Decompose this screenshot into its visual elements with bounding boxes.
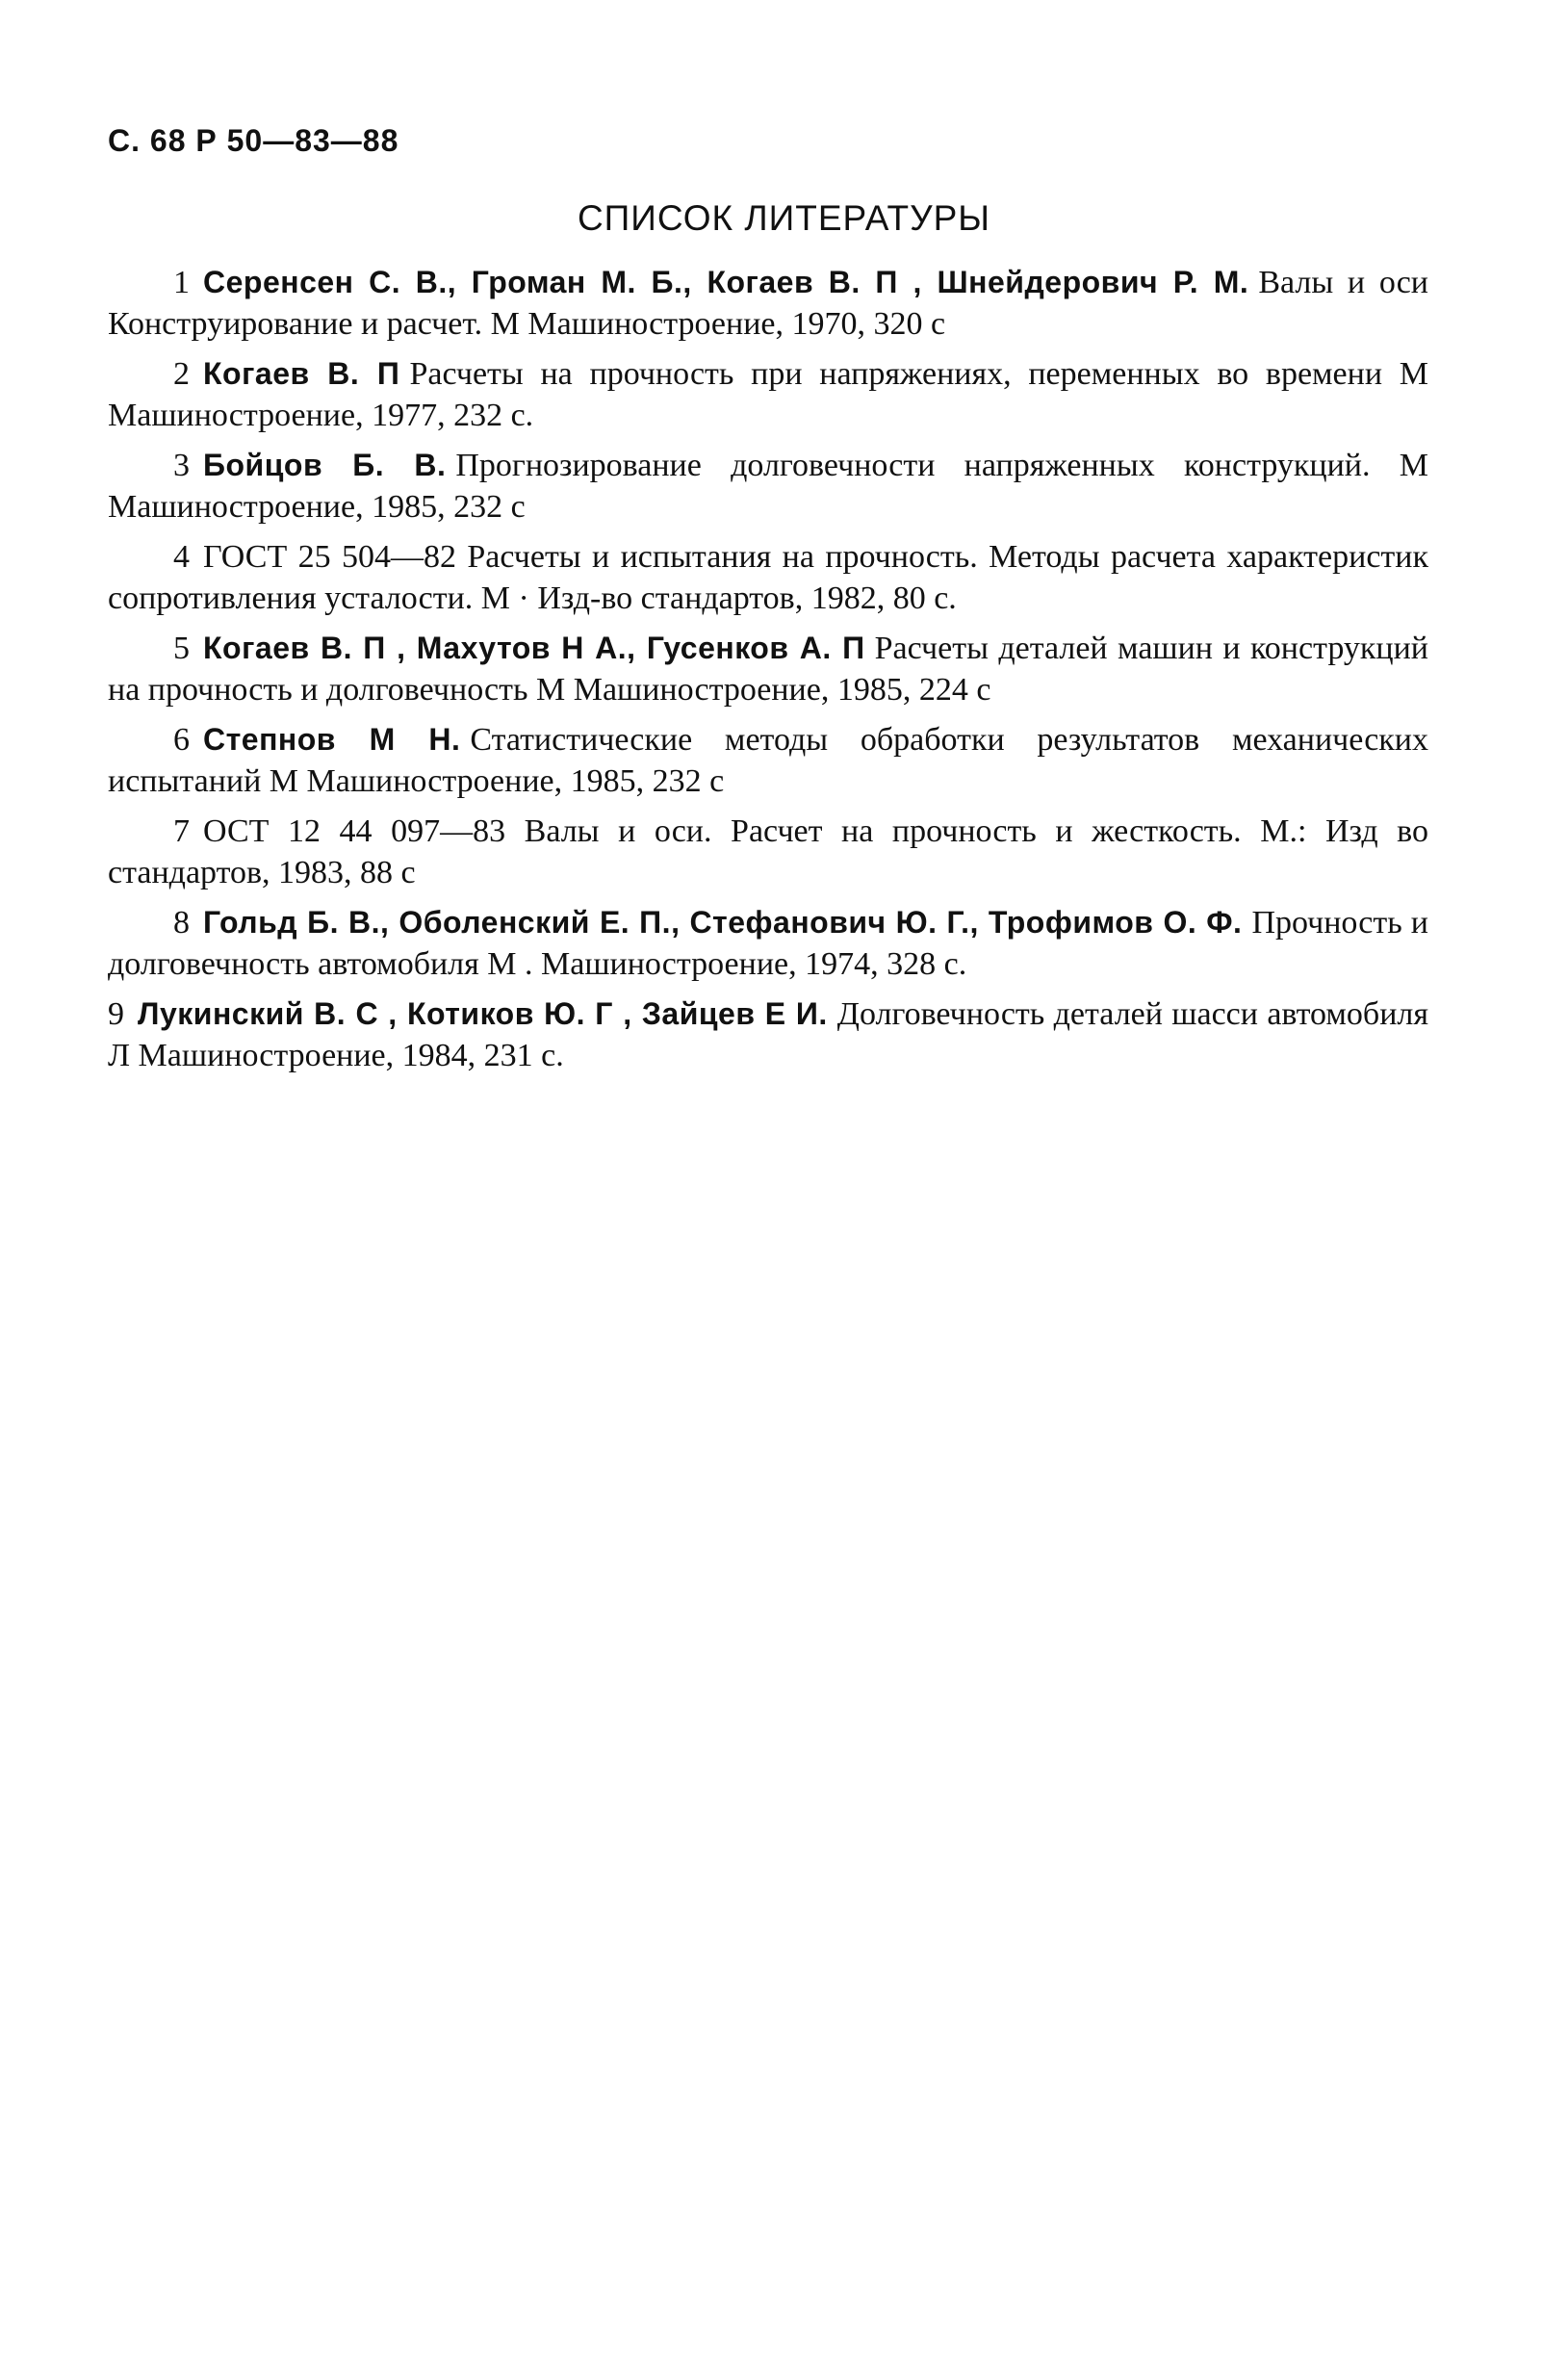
reference-number: 8: [173, 905, 190, 941]
reference-number: 2: [173, 356, 190, 392]
reference-item-8: [108, 902, 1428, 985]
reference-item-6: [108, 719, 1428, 802]
reference-item-4: [108, 536, 1428, 619]
reference-item-9: [108, 993, 1428, 1076]
reference-item-1: [108, 262, 1428, 345]
reference-text: Долговечность деталей шасси автомобиля Л Машиностроение, 1984, 231 с.: [108, 996, 1429, 1073]
reference-text: Прогнозирование долговечности напряженных конструкций. М Машиностроение, 1985, 232 с: [108, 448, 1428, 525]
reference-number: 7: [173, 813, 190, 849]
page-title: СПИСОК ЛИТЕРАТУРЫ: [577, 198, 991, 238]
reference-text: Прочность и долговечность автомобиля М . Машиностроение, 1974, 328 с.: [108, 905, 1429, 982]
reference-item-2: [108, 353, 1428, 436]
reference-number: 5: [173, 631, 190, 666]
reference-text: Статистические методы обработки результатов механических испытаний М Машиностроение, 1985, 232 с: [108, 722, 1429, 799]
reference-item-3: [108, 445, 1428, 528]
reference-text: ОСТ 12 44 097—83 Валы и оси. Расчет на прочность и жесткость. М.: Изд во стандартов, 1983, 88 с: [108, 813, 1428, 890]
reference-item-5: [108, 628, 1428, 710]
reference-authors: Серенсен С. В., Громан М. Б., Когаев В. П , Шнейдерович Р. М.: [203, 265, 1249, 299]
reference-authors: Гольд Б. В., Оболенский Е. П., Стефанович Ю. Г., Трофимов О. Ф.: [203, 905, 1243, 940]
reference-number: 4: [173, 539, 190, 575]
reference-authors: Когаев В. П: [203, 356, 400, 391]
reference-text: ГОСТ 25 504—82 Расчеты и испытания на прочность. Методы расчета характеристик сопротивления усталости. М · Изд-во стандартов, 1982, 80 с.: [108, 539, 1428, 616]
reference-number: 9: [108, 996, 124, 1032]
reference-authors: Когаев В. П , Махутов Н А., Гусенков А. П: [203, 631, 865, 665]
reference-number: 6: [173, 722, 190, 758]
reference-item-7: [108, 811, 1428, 893]
reference-list: [108, 262, 1428, 1085]
reference-text: Расчеты деталей машин и конструкций на прочность и долговечность М Машиностроение, 1985, 224 с: [108, 631, 1429, 708]
reference-text: Валы и оси Конструирование и расчет. М Машиностроение, 1970, 320 с: [108, 265, 1428, 342]
reference-text: Расчеты на прочность при напряжениях, переменных во времени М Машиностроение, 1977, 232 с.: [108, 356, 1429, 433]
reference-number: 1: [173, 265, 190, 300]
reference-number: 3: [173, 448, 190, 483]
reference-authors: Бойцов Б. В.: [203, 448, 447, 482]
reference-authors: Лукинский В. С , Котиков Ю. Г , Зайцев Е И.: [138, 996, 828, 1031]
page-header-code: С. 68 Р 50—83—88: [108, 123, 399, 158]
reference-authors: Степнов М Н.: [203, 722, 461, 757]
